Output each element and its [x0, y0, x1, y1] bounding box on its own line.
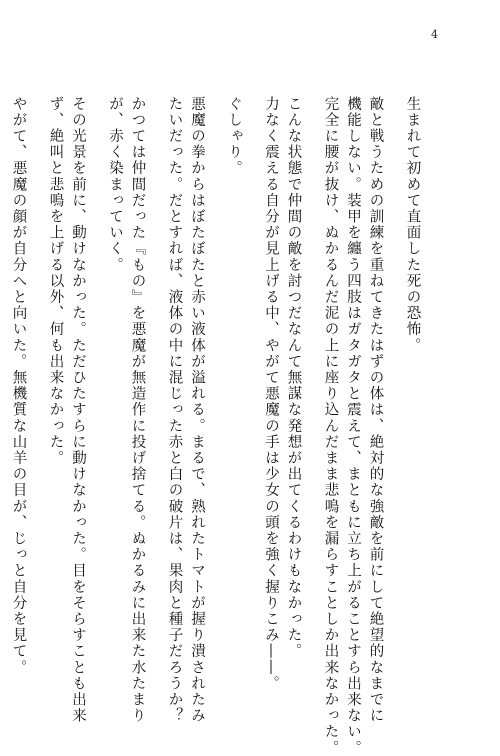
text-line: ぐしゃり。: [226, 96, 242, 177]
text-line: かつては仲間だった『もの』を悪魔が無造作に投げ捨てる。ぬかるみに出来た水たまり: [129, 96, 146, 724]
text-line: が、赤く染まっていく。: [107, 96, 123, 274]
text-line: 完全に腰が抜け、ぬかるんだ泥の上に座り込んだまま悲鳴を漏らすことしか出来なかった。: [322, 96, 339, 756]
text-line: やがて、悪魔の顔が自分へと向いた。無機質な山羊の目が、じっと自分を見て。: [10, 96, 27, 676]
page-number: 4: [431, 28, 438, 41]
text-line: たいだった。だとすれば、液体の中に混じった赤と白の破片は、果肉と種子だろうか？: [166, 96, 183, 724]
text-line: 機能しない。装甲を纏う四肢はガタガタと震えて、まともに立ち上がることすら出来ない。: [345, 96, 361, 756]
text-line: 悪魔の拳からはぼたぼたと赤い液体が溢れる。まるで、熟れたトマトが握り潰されたみ: [189, 96, 205, 724]
text-line: 生まれて初めて直面した死の恐怖。: [404, 96, 421, 354]
novel-text-block: [10, 96, 438, 756]
text-line: こんな状態で仲間の敵を討つだなんて無謀な発想が出てくるわけもなかった。: [285, 96, 302, 660]
text-line: [0, 96, 7, 656]
text-line: 敵と戦うための訓練を重ねてきたはずの体は、絶対的な強敵を前にして絶望的なまでに: [367, 96, 384, 724]
text-line: 力なく震える自分が見上げる中、やがて悪魔の手は少女の頭を強く握りこみ――。: [263, 96, 279, 692]
text-line: その光景を前に、動けなかった。ただひたすらに動けなかった。目をそらすことも出来: [70, 96, 86, 724]
text-line: ず、絶叫と悲鳴を上げる以外、何も出来なかった。: [47, 96, 64, 467]
